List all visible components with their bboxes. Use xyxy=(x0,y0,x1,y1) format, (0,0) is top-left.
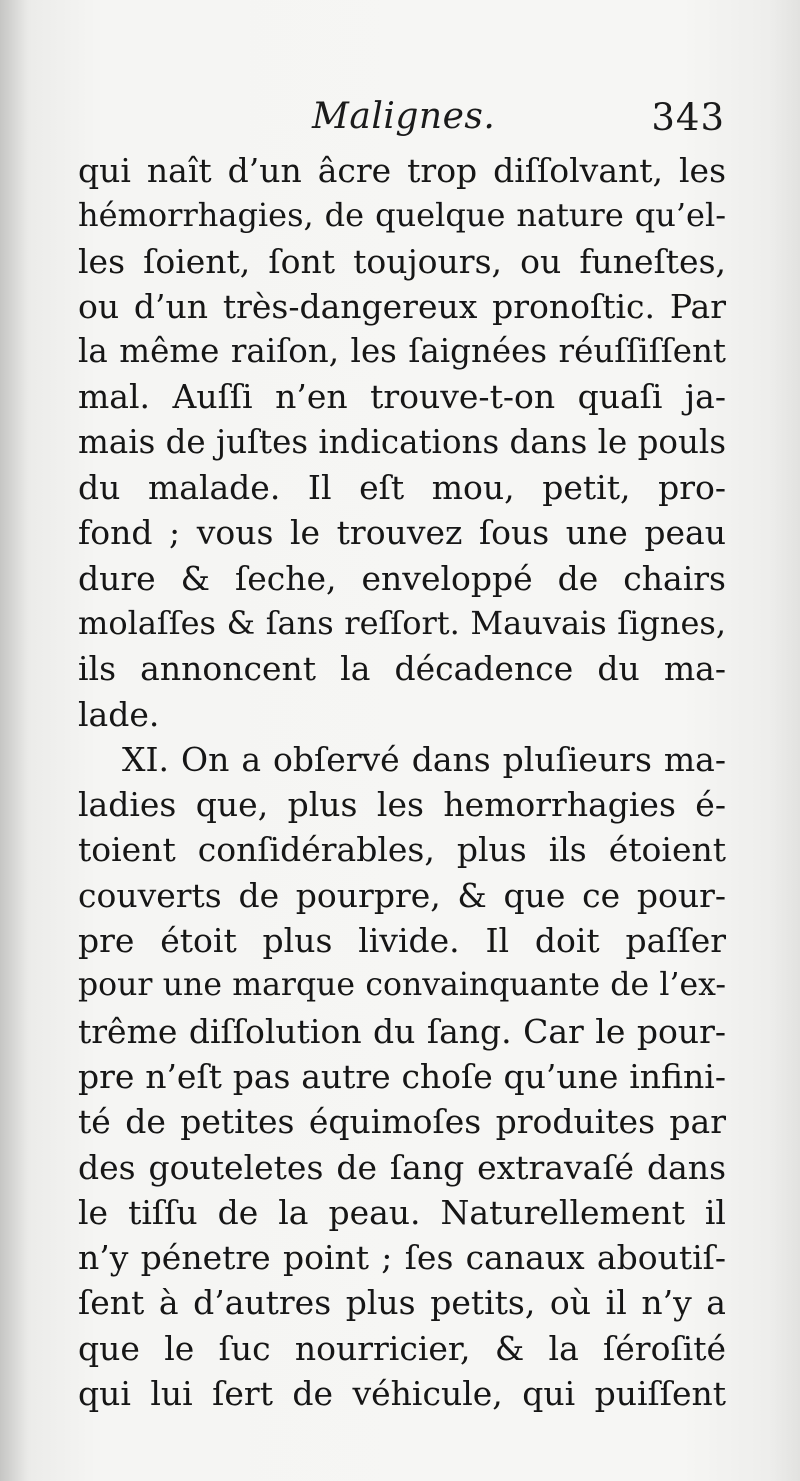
text-line: la même raiſon, les ſaignées réuſſiſſent xyxy=(78,332,726,371)
text-line: pre n’eſt pas autre choſe qu’une infini- xyxy=(78,1056,726,1096)
text-line: dure & ſeche, enveloppé de chairs xyxy=(78,558,726,598)
text-line: ou d’un très-dangereux pronoſtic. Par xyxy=(78,286,726,326)
section-start-line: XI. On a obſervé dans pluſieurs ma- xyxy=(122,739,726,779)
page-header xyxy=(80,96,725,146)
text-line: ſent à d’autres plus petits, où il n’y a xyxy=(78,1283,726,1323)
text-line: pour une marque convainquante de l’ex- xyxy=(78,967,726,1004)
text-line: des gouteletes de ſang extravaſé dans xyxy=(78,1147,726,1187)
body-text xyxy=(78,148,726,1416)
text-line: le tiſſu de la peau. Naturellement il xyxy=(78,1192,726,1232)
text-line: ladies que, plus les hemorrhagies é- xyxy=(78,785,726,825)
text-line: du malade. Il eſt mou, petit, pro- xyxy=(78,468,726,508)
text-line: trême diſſolution du ſang. Car le pour- xyxy=(78,1011,726,1051)
text-line: qui naît d’un âcre trop diſſolvant, les xyxy=(78,151,726,190)
text-line: mal. Auſſi n’en trouve-t-on quaſi ja- xyxy=(78,377,726,417)
text-line: les ſoient, ſont toujours, ou funeſtes, xyxy=(78,241,726,281)
text-line: qui lui ſert de véhicule, qui puiſſent xyxy=(78,1374,726,1414)
text-line: couverts de pourpre, & que ce pour- xyxy=(78,875,726,915)
text-line: té de petites équimoſes produites par xyxy=(78,1102,726,1142)
text-line: lade. xyxy=(78,694,160,734)
text-line: molaſſes & ſans reſſort. Mauvais ſignes, xyxy=(78,603,726,642)
gutter-shadow xyxy=(0,0,28,1481)
text-line: fond ; vous le trouvez ſous une peau xyxy=(78,513,726,553)
text-line: hémorrhagies, de quelque nature qu’el- xyxy=(78,196,726,235)
text-line: mais de juſtes indications dans le pouls xyxy=(78,422,726,461)
text-line: n’y pénetre point ; ſes canaux aboutiſ- xyxy=(78,1238,726,1278)
text-line: toient conſidérables, plus ils étoient xyxy=(78,830,726,870)
text-line: que le ſuc nourricier, & la ſéroſité xyxy=(78,1328,726,1368)
text-line: pre étoit plus livide. Il doit paſſer xyxy=(78,921,726,961)
running-head: Malignes. xyxy=(312,96,496,137)
page-number: 343 xyxy=(651,96,725,139)
text-line: ils annoncent la décadence du ma- xyxy=(78,649,726,689)
